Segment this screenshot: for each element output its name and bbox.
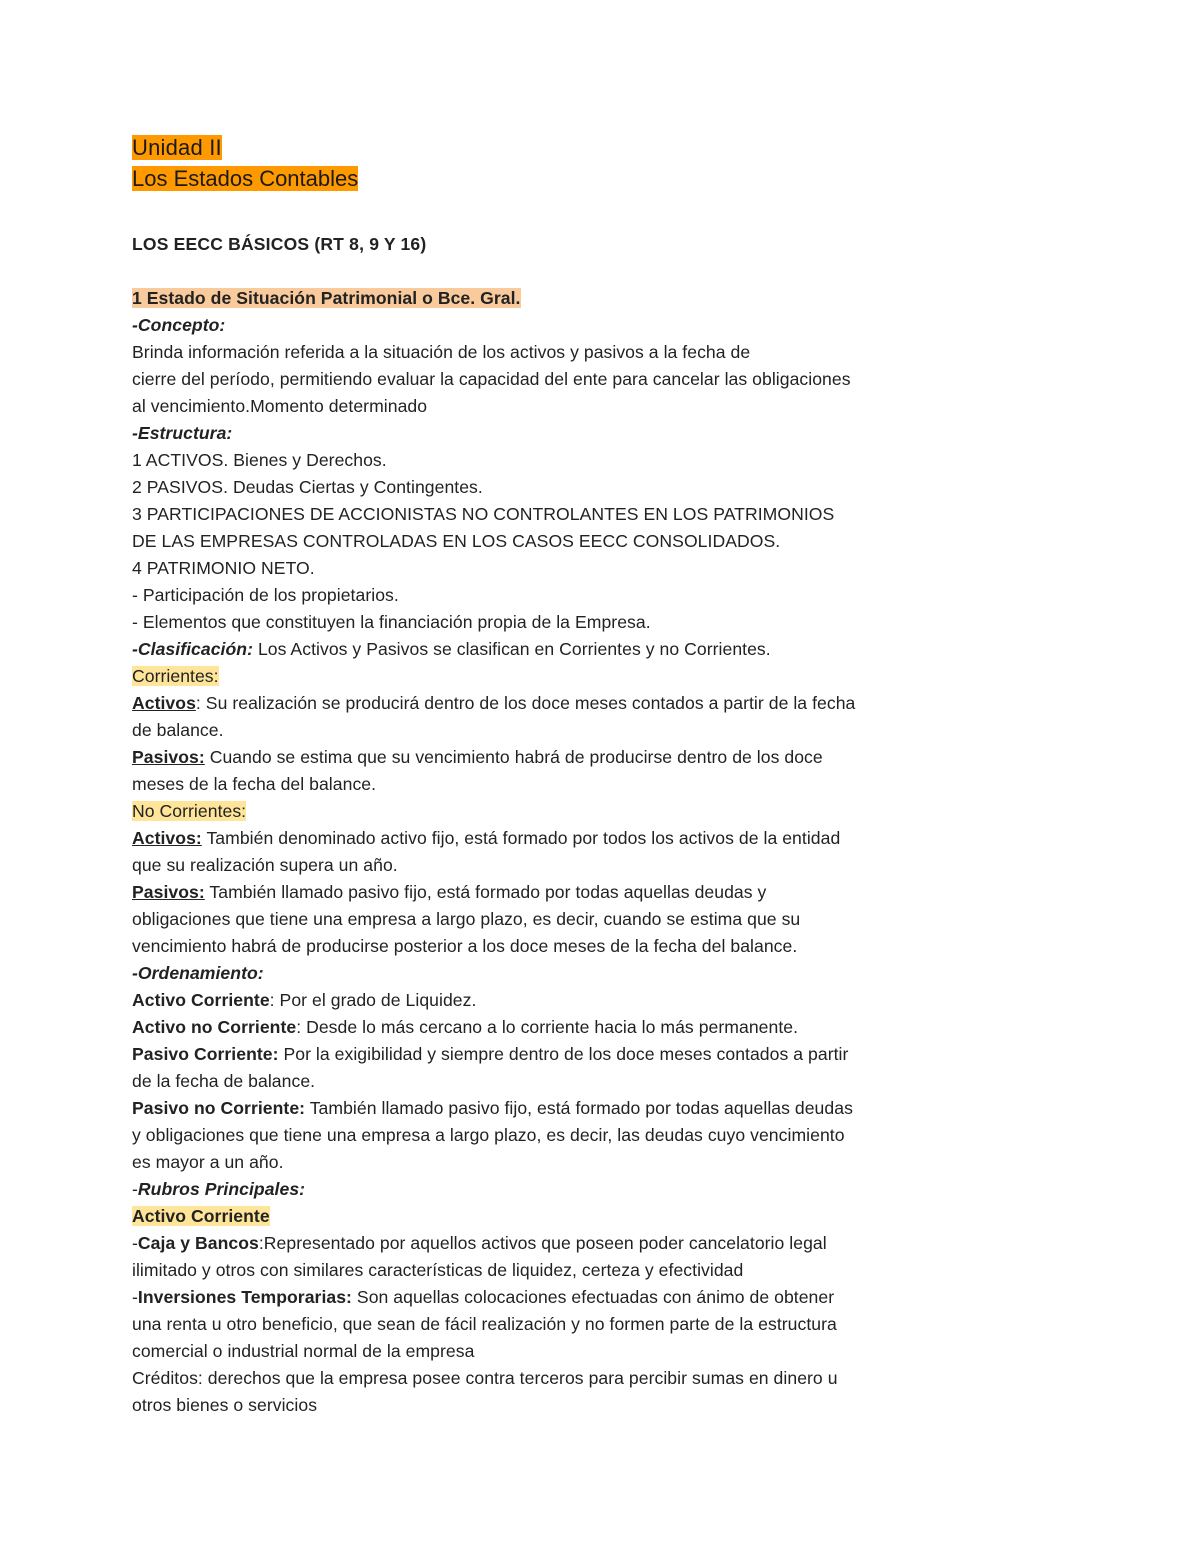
document-page [132, 132, 972, 1419]
pasivo-no-corriente-line: es mayor a un año. [132, 1152, 284, 1172]
clasificacion-line: -Clasificación: Los Activos y Pasivos se clasifican en Corrientes y no Corrientes. [132, 639, 771, 659]
inversiones-line: comercial o industrial normal de la empresa [132, 1341, 475, 1361]
no-corrientes-activos-line: que su realización supera un año. [132, 855, 398, 875]
document-title: Los Estados Contables [132, 166, 359, 191]
estructura-line: - Elementos que constituyen la financiación propia de la Empresa. [132, 612, 651, 632]
subtitle: LOS EECC BÁSICOS (RT 8, 9 Y 16) [132, 234, 427, 254]
concepto-line: cierre del período, permitiendo evaluar la capacidad del ente para cancelar las obligaciones [132, 369, 851, 389]
activo-corriente-heading: Activo Corriente [132, 1206, 270, 1226]
corrientes-activos-line: Activos: Su realización se producirá dentro de los doce meses contados a partir de la fecha [132, 693, 856, 713]
concepto-line: al vencimiento.Momento determinado [132, 396, 428, 416]
concepto-label: -Concepto: [132, 315, 226, 335]
caja-line: -Caja y Bancos:Representado por aquellos activos que poseen poder cancelatorio legal [132, 1233, 827, 1253]
estructura-line: 2 PASIVOS. Deudas Ciertas y Contingentes. [132, 477, 483, 497]
no-corrientes-pasivos-line: Pasivos: También llamado pasivo fijo, está formado por todas aquellas deudas y [132, 882, 767, 902]
rubros-label: -Rubros Principales: [132, 1179, 306, 1199]
estructura-line: 1 ACTIVOS. Bienes y Derechos. [132, 450, 387, 470]
pasivo-no-corriente-line: y obligaciones que tiene una empresa a largo plazo, es decir, las deudas cuyo vencimiento [132, 1125, 845, 1145]
ordenamiento-label: -Ordenamiento: [132, 963, 264, 983]
creditos-line: Créditos: derechos que la empresa posee contra terceros para percibir sumas en dinero u [132, 1368, 838, 1388]
estructura-line: DE LAS EMPRESAS CONTROLADAS EN LOS CASOS EECC CONSOLIDADOS. [132, 531, 781, 551]
no-corrientes-label: No Corrientes: [132, 801, 247, 821]
estructura-line: 4 PATRIMONIO NETO. [132, 558, 315, 578]
inversiones-line: una renta u otro beneficio, que sean de fácil realización y no formen parte de la estructura [132, 1314, 837, 1334]
pasivo-no-corriente-line: Pasivo no Corriente: También llamado pasivo fijo, está formado por todas aquellas deudas [132, 1098, 853, 1118]
inversiones-line: -Inversiones Temporarias: Son aquellas colocaciones efectuadas con ánimo de obtener [132, 1287, 835, 1307]
corrientes-activos-line: de balance. [132, 720, 224, 740]
concepto-line: Brinda información referida a la situación de los activos y pasivos a la fecha de [132, 342, 751, 362]
corrientes-pasivos-line: meses de la fecha del balance. [132, 774, 377, 794]
pasivo-corriente-line: Pasivo Corriente: Por la exigibilidad y siempre dentro de los doce meses contados a partir [132, 1044, 849, 1064]
caja-line: ilimitado y otros con similares características de liquidez, certeza y efectividad [132, 1260, 744, 1280]
corrientes-pasivos-line: Pasivos: Cuando se estima que su vencimiento habrá de producirse dentro de los doce [132, 747, 823, 767]
activo-corriente-line: Activo Corriente: Por el grado de Liquidez. [132, 990, 477, 1010]
estructura-line: - Participación de los propietarios. [132, 585, 399, 605]
estructura-label: -Estructura: [132, 423, 233, 443]
unit-title: Unidad II [132, 135, 222, 160]
estructura-line: 3 PARTICIPACIONES DE ACCIONISTAS NO CONTROLANTES EN LOS PATRIMONIOS [132, 504, 835, 524]
creditos-line: otros bienes o servicios [132, 1395, 318, 1415]
activo-no-corriente-line: Activo no Corriente: Desde lo más cercano a lo corriente hacia lo más permanente. [132, 1017, 799, 1037]
no-corrientes-pasivos-line: vencimiento habrá de producirse posterior a los doce meses de la fecha del balance. [132, 936, 798, 956]
pasivo-corriente-line: de la fecha de balance. [132, 1071, 316, 1091]
no-corrientes-pasivos-line: obligaciones que tiene una empresa a largo plazo, es decir, cuando se estima que su [132, 909, 801, 929]
section-heading: 1 Estado de Situación Patrimonial o Bce. Gral. [132, 288, 521, 308]
corrientes-label: Corrientes: [132, 666, 219, 686]
no-corrientes-activos-line: Activos: También denominado activo fijo, está formado por todos los activos de la entidad [132, 828, 841, 848]
